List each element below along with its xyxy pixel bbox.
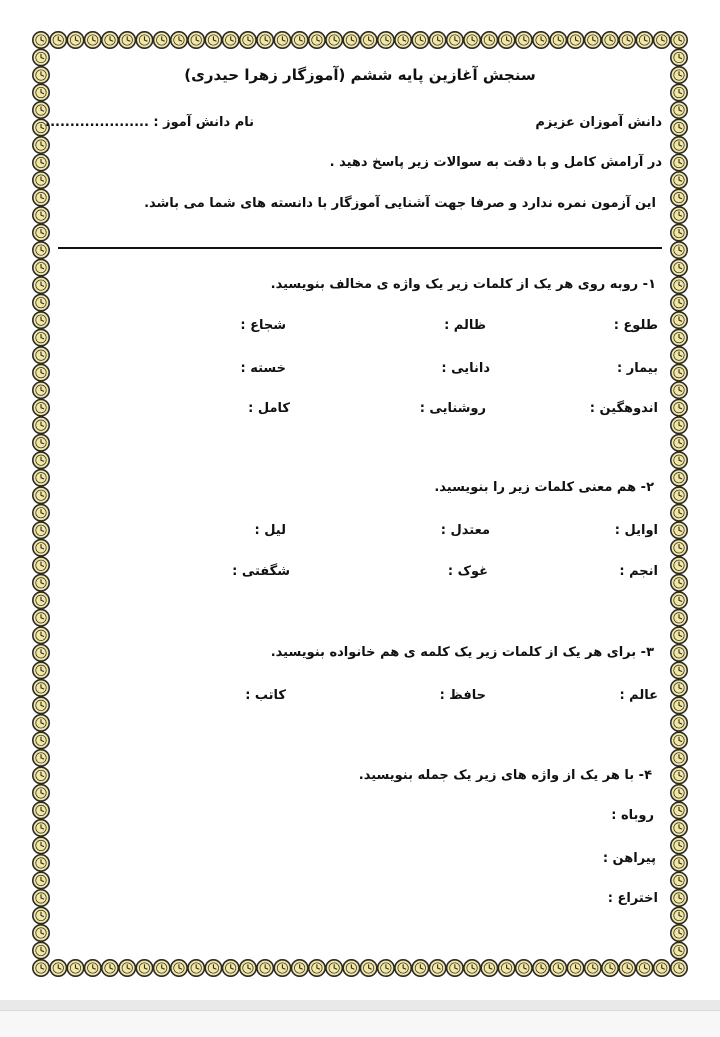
clock-icon — [50, 960, 66, 976]
clock-icon — [671, 207, 687, 223]
clock-icon — [378, 960, 394, 976]
clock-icon — [274, 960, 290, 976]
clock-icon — [50, 32, 66, 48]
clock-icon — [33, 189, 49, 205]
q2-word: انجم : — [619, 564, 658, 579]
clock-icon — [671, 557, 687, 573]
q4-title: ۴- با هر یک از واژه های زیر یک جمله بنویسید. — [358, 768, 652, 783]
clock-icon — [119, 960, 135, 976]
clock-icon — [33, 872, 49, 888]
clock-icon — [671, 732, 687, 748]
clock-icon — [33, 312, 49, 328]
clock-icon — [33, 890, 49, 906]
clock-icon — [671, 382, 687, 398]
q2-word: غوک : — [447, 564, 488, 579]
clock-icon — [464, 32, 480, 48]
clock-icon — [619, 32, 635, 48]
q4-item: اختراع : — [607, 891, 658, 906]
clock-icon — [567, 960, 583, 976]
clock-icon — [671, 802, 687, 818]
clock-icon — [671, 697, 687, 713]
q1-word: بیمار : — [617, 361, 658, 376]
q3-word: کاتب : — [245, 688, 286, 703]
clock-icon — [33, 785, 49, 801]
clock-icon — [671, 960, 687, 976]
clock-icon — [33, 470, 49, 486]
q1-word: اندوهگین : — [589, 401, 658, 416]
clock-icon — [257, 32, 273, 48]
q2-word: لیل : — [254, 523, 286, 538]
clock-icon — [585, 960, 601, 976]
clock-icon — [671, 767, 687, 783]
clock-icon — [671, 119, 687, 135]
clock-icon — [136, 32, 152, 48]
clock-icon — [671, 592, 687, 608]
clock-icon — [33, 610, 49, 626]
clock-icon — [671, 67, 687, 83]
clock-icon — [671, 399, 687, 415]
clock-icon — [240, 960, 256, 976]
clock-icon — [33, 960, 49, 976]
clock-icon — [33, 32, 49, 48]
clock-icon — [188, 32, 204, 48]
student-name-field: نام دانش آموز : ..................... — [45, 115, 254, 130]
clock-icon — [119, 32, 135, 48]
clock-icon — [671, 627, 687, 643]
instruction-text: در آرامش کامل و با دقت به سوالات زیر پاسخ دهید . — [329, 155, 662, 170]
clock-icon — [671, 154, 687, 170]
clock-icon — [33, 364, 49, 380]
clock-icon — [498, 32, 514, 48]
clock-icon — [671, 680, 687, 696]
clock-icon — [360, 32, 376, 48]
clock-icon — [550, 960, 566, 976]
clock-icon — [222, 960, 238, 976]
clock-icon — [33, 242, 49, 258]
clock-icon — [33, 294, 49, 310]
clock-icon — [33, 382, 49, 398]
q1-title: ۱- روبه روی هر یک از کلمات زیر یک واژه ی مخالف بنویسید. — [270, 277, 656, 292]
clock-icon — [671, 364, 687, 380]
clock-icon — [33, 224, 49, 240]
clock-icon — [395, 32, 411, 48]
clock-icon — [378, 32, 394, 48]
clock-icon — [671, 259, 687, 275]
clock-icon — [671, 522, 687, 538]
clock-icon — [567, 32, 583, 48]
clock-icon — [602, 960, 618, 976]
clock-icon — [33, 855, 49, 871]
clock-icon — [171, 32, 187, 48]
clock-icon — [671, 224, 687, 240]
clock-icon — [395, 960, 411, 976]
clock-icon — [274, 32, 290, 48]
clock-icon — [33, 347, 49, 363]
clock-icon — [291, 960, 307, 976]
clock-icon — [33, 487, 49, 503]
clock-icon — [671, 855, 687, 871]
clock-icon — [33, 435, 49, 451]
clock-icon — [671, 837, 687, 853]
clock-icon — [33, 505, 49, 521]
clock-icon — [33, 540, 49, 556]
next-page-edge — [0, 1010, 720, 1037]
clock-icon — [33, 154, 49, 170]
clock-icon — [33, 802, 49, 818]
q2-word: معتدل : — [440, 523, 490, 538]
clock-icon — [671, 907, 687, 923]
clock-icon — [671, 662, 687, 678]
clock-icon — [343, 960, 359, 976]
clock-icon — [671, 470, 687, 486]
clock-icon — [33, 592, 49, 608]
clock-icon — [671, 49, 687, 65]
q4-item: روباه : — [611, 808, 654, 823]
clock-icon — [33, 715, 49, 731]
clock-icon — [671, 610, 687, 626]
clock-icon — [671, 645, 687, 661]
clock-icon — [585, 32, 601, 48]
clock-icon — [412, 32, 428, 48]
clock-icon — [602, 32, 618, 48]
clock-icon — [447, 32, 463, 48]
clock-icon — [671, 575, 687, 591]
q3-title: ۳- برای هر یک از کلمات زیر یک کلمه ی هم خانواده بنویسید. — [270, 645, 654, 660]
clock-icon — [671, 435, 687, 451]
clock-icon — [671, 942, 687, 958]
clock-icon — [429, 32, 445, 48]
clock-icon — [102, 32, 118, 48]
clock-icon — [671, 925, 687, 941]
clock-icon — [671, 312, 687, 328]
clock-icon — [33, 697, 49, 713]
clock-icon — [67, 960, 83, 976]
q3-word: عالم : — [619, 688, 658, 703]
clock-icon — [326, 32, 342, 48]
clock-icon — [205, 960, 221, 976]
clock-icon — [671, 890, 687, 906]
clock-icon — [481, 960, 497, 976]
clock-icon — [85, 32, 101, 48]
q2-word: اوایل : — [614, 523, 658, 538]
q4-item: پیراهن : — [602, 851, 656, 866]
clock-icon — [136, 960, 152, 976]
clock-icon — [33, 627, 49, 643]
q1-word: خسته : — [240, 361, 286, 376]
clock-icon — [85, 960, 101, 976]
clock-icon — [33, 137, 49, 153]
clock-icon — [171, 960, 187, 976]
clock-icon — [671, 329, 687, 345]
clock-icon — [33, 172, 49, 188]
clock-icon — [671, 452, 687, 468]
page-title: سنجش آغازین پایه ششم (آموزگار زهرا حیدری) — [184, 66, 536, 84]
section-divider — [58, 247, 662, 249]
clock-icon — [33, 750, 49, 766]
clock-icon — [671, 242, 687, 258]
clock-icon — [429, 960, 445, 976]
clock-icon — [291, 32, 307, 48]
note-text: این آزمون نمره ندارد و صرفا جهت آشنایی آموزگار با دانسته های شما می باشد. — [144, 196, 656, 211]
clock-icon — [33, 837, 49, 853]
clock-icon — [205, 32, 221, 48]
clock-icon — [671, 32, 687, 48]
clock-icon — [671, 872, 687, 888]
clock-icon — [636, 960, 652, 976]
clock-icon — [33, 680, 49, 696]
q1-word: شجاع : — [240, 318, 286, 333]
clock-icon — [240, 32, 256, 48]
clock-icon — [671, 102, 687, 118]
clock-icon — [671, 277, 687, 293]
clock-icon — [154, 32, 170, 48]
clock-icon — [326, 960, 342, 976]
q3-word: حافظ : — [439, 688, 486, 703]
clock-icon — [188, 960, 204, 976]
clock-icon — [33, 67, 49, 83]
clock-icon — [67, 32, 83, 48]
clock-icon — [447, 960, 463, 976]
clock-icon — [309, 960, 325, 976]
clock-icon — [654, 960, 670, 976]
q1-word: کامل : — [248, 401, 290, 416]
clock-icon — [33, 259, 49, 275]
clock-icon — [671, 715, 687, 731]
clock-icon — [550, 32, 566, 48]
clock-icon — [671, 189, 687, 205]
clock-icon — [671, 750, 687, 766]
clock-icon — [671, 172, 687, 188]
clock-icon — [671, 487, 687, 503]
clock-icon — [412, 960, 428, 976]
clock-icon — [533, 960, 549, 976]
clock-icon — [33, 767, 49, 783]
clock-icon — [654, 32, 670, 48]
q1-word: ظالم : — [444, 318, 486, 333]
clock-icon — [33, 925, 49, 941]
clock-icon — [671, 820, 687, 836]
clock-icon — [33, 277, 49, 293]
clock-icon — [671, 137, 687, 153]
clock-icon — [636, 32, 652, 48]
clock-icon — [33, 732, 49, 748]
clock-icon — [516, 960, 532, 976]
clock-icon — [671, 294, 687, 310]
clock-icon — [257, 960, 273, 976]
q1-word: روشنایی : — [419, 401, 486, 416]
clock-icon — [619, 960, 635, 976]
clock-icon — [222, 32, 238, 48]
clock-icon — [33, 820, 49, 836]
clock-icon — [33, 645, 49, 661]
clock-icon — [33, 942, 49, 958]
clock-icon — [533, 32, 549, 48]
clock-icon — [33, 907, 49, 923]
clock-icon — [33, 452, 49, 468]
clock-icon — [671, 505, 687, 521]
clock-icon — [516, 32, 532, 48]
greeting: دانش آموزان عزیزم — [535, 115, 662, 130]
worksheet-content — [45, 58, 662, 948]
clock-icon — [343, 32, 359, 48]
clock-icon — [33, 575, 49, 591]
q2-word: شگفتی : — [232, 564, 290, 579]
clock-icon — [360, 960, 376, 976]
clock-icon — [309, 32, 325, 48]
clock-icon — [671, 785, 687, 801]
clock-icon — [33, 49, 49, 65]
clock-icon — [154, 960, 170, 976]
clock-icon — [671, 540, 687, 556]
clock-icon — [33, 399, 49, 415]
clock-icon — [33, 417, 49, 433]
clock-icon — [33, 522, 49, 538]
q1-word: طلوع : — [613, 318, 658, 333]
clock-icon — [33, 84, 49, 100]
clock-icon — [481, 32, 497, 48]
q1-word: دانایی : — [441, 361, 490, 376]
clock-icon — [498, 960, 514, 976]
clock-icon — [671, 417, 687, 433]
clock-icon — [671, 84, 687, 100]
clock-icon — [102, 960, 118, 976]
clock-icon — [464, 960, 480, 976]
clock-icon — [33, 557, 49, 573]
q2-title: ۲- هم معنی کلمات زیر را بنویسید. — [434, 480, 654, 495]
clock-icon — [33, 662, 49, 678]
clock-icon — [33, 207, 49, 223]
clock-icon — [671, 347, 687, 363]
clock-icon — [33, 329, 49, 345]
